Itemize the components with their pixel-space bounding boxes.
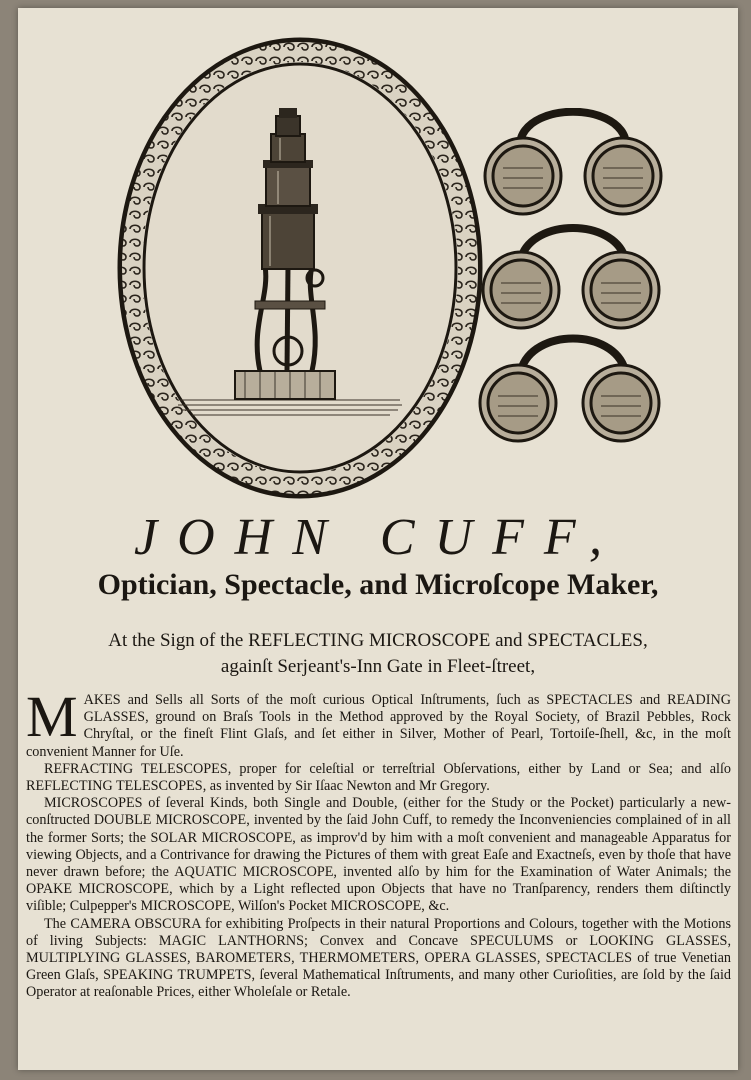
paragraph-spectacles-text: AKES and Sells all Sorts of the moſt curious Optical Inſtruments, ſuch as SPECTACLES and READING GLASSES, ground on Braſs Tools in the Method approved by the Royal Society, of Brazil Pebbles, Rock Chryſtal, or the fineſt Flint Glaſs, and ſet either in Silver, Mother of Pearl, Tortoiſe-ſhell, &c, in the moſt convenient Manner for Uſe. <box>26 692 731 760</box>
paragraph-spectacles <box>26 684 731 761</box>
trade-card-sheet <box>18 8 738 1070</box>
shop-address <box>18 628 738 680</box>
paragraph-camera-obscura: The CAMERA OBSCURA for exhibiting Proſpects in their natural Proportions and Colours, together with the Motions of living Subjects: MAGIC LANTHORNS; Convex and Concave SPECULUMS or LOOKING GLASSES, MULTIPLYING GLASSES, BAROMETERS, THERMOMETERS, OPERA GLASSES, SPECTACLES of true Venetian Green Glaſs, SPEAKING TRUMPETS, ſeveral Mathematical Inſtruments, and many other Curioſities, are ſold by the ſaid Operator at reaſonable Prices, either Wholeſale or Retale. <box>26 915 731 1001</box>
oval-frame-icon <box>100 26 500 511</box>
shop-sign-line: At the Sign of the REFLECTING MICROSCOPE and SPECTACLES, <box>108 630 648 651</box>
spectacles-icon <box>473 108 693 468</box>
paragraph-microscopes: MICROSCOPES of ſeveral Kinds, both Single and Double, (either for the Study or the Pocket) particularly a new-conſtructed DOUBLE MICROSCOPE, invented by the ſaid John Cuff, to remedy the Inconveniencies complained of in all the former Sorts; the SOLAR MICROSCOPE, as improv'd by him with a moſt convenient and manageable Apparatus for viewing Objects, and a Contrivance for drawing the Pictures of them with great Eaſe and Exactneſs, even by thoſe that have never drawn before; the AQUATIC MICROSCOPE, invented alſo by him for the Examination of Water Animals; the OPAKE MICROSCOPE, which by a Light reflected upon Objects that have no Tranſparency, renders them diſtinctly viſible; Culpepper's MICROSCOPE, Wilſon's Pocket MICROSCOPE, &c. <box>26 795 731 915</box>
trade-subtitle: Optician, Spectacle, and Microſcope Maker, <box>97 568 659 601</box>
paragraph-telescopes: REFRACTING TELESCOPES, proper for celeſtial or terreſtrial Obſervations, either by Land or Sea; and alſo REFLECTING TELESCOPES, as invented by Sir Iſaac Newton and Mr Gregory. <box>26 760 731 795</box>
drop-cap: M <box>26 684 78 749</box>
shop-location-line: againſt Serjeant's-Inn Gate in Fleet-ſtreet, <box>220 656 536 677</box>
microscope-illustration <box>100 26 500 511</box>
advertisement-body <box>26 684 731 1002</box>
maker-name-title: JOHN CUFF, <box>134 509 622 566</box>
spectacles-illustration <box>473 108 693 468</box>
